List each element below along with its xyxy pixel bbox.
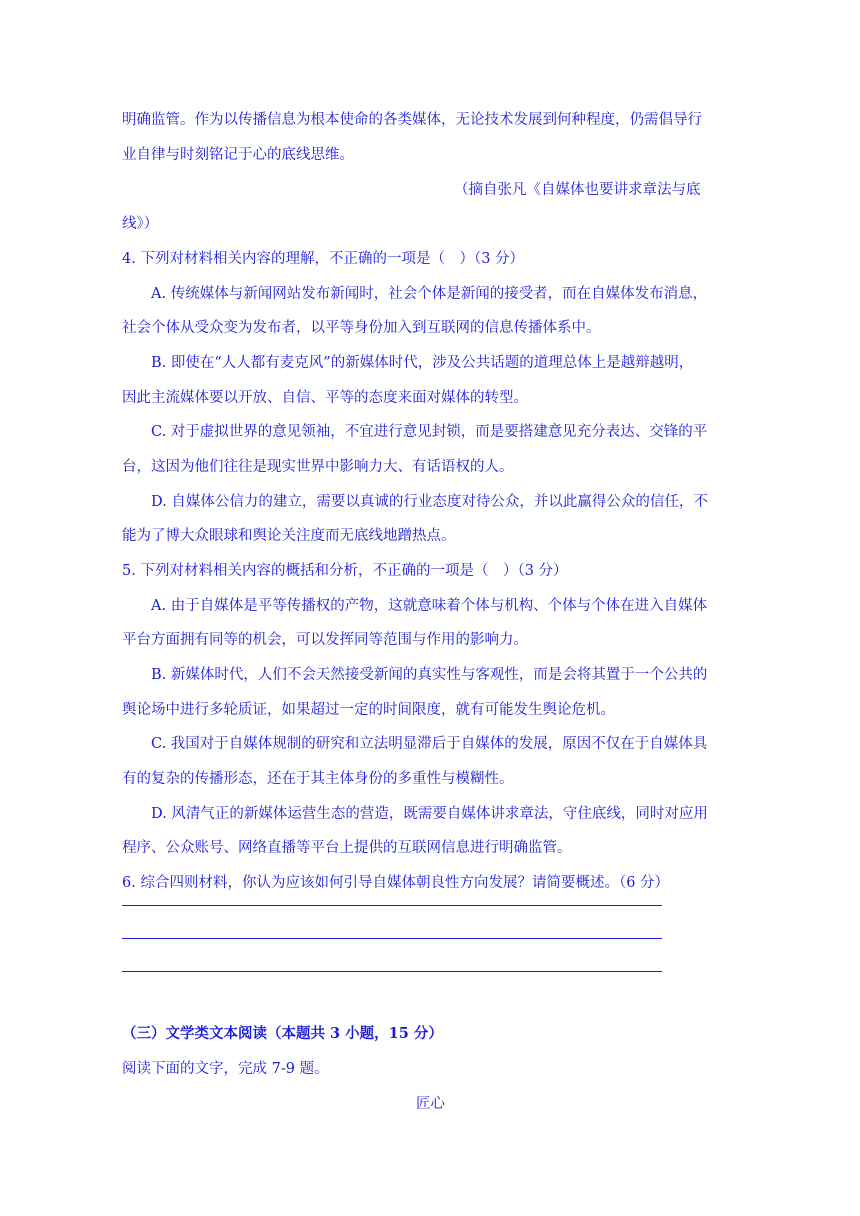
q5-option-a-cont: 平台方面拥有同等的机会，可以发挥同等范围与作用的影响力。	[122, 632, 528, 648]
answer-line[interactable]	[122, 971, 662, 972]
passage-line: 业自律与时刻铭记于心的底线思维。	[122, 147, 354, 163]
q5-option-d: D. 风清气正的新媒体运营生态的营造，既需要自媒体讲求章法，守住底线，同时对应用	[151, 806, 708, 822]
q4-option-c: C. 对于虚拟世界的意见领袖，不宜进行意见封锁，而是要搭建意见充分表达、交锋的平	[151, 424, 708, 440]
answer-line[interactable]	[122, 938, 662, 939]
question-5-stem: 5. 下列对材料相关内容的概括和分析，不正确的一项是（ ）（3 分）	[122, 563, 568, 579]
source-citation: （摘自张凡《自媒体也要讲求章法与底	[454, 182, 701, 198]
q5-option-b-cont: 舆论场中进行多轮质证，如果超过一定的时间限度，就有可能发生舆论危机。	[122, 702, 615, 718]
q4-option-c-cont: 台，这因为他们往往是现实世界中影响力大、有话语权的人。	[122, 459, 514, 475]
source-citation-continued: 线》）	[122, 216, 159, 232]
q4-option-d: D. 自媒体公信力的建立，需要以真诚的行业态度对待公众，并以此赢得公众的信任，不	[151, 494, 708, 510]
story-title: 匠心	[416, 1096, 445, 1112]
q5-option-c-cont: 有的复杂的传播形态，还在于其主体身份的多重性与模糊性。	[122, 771, 514, 787]
q4-option-b-cont: 因此主流媒体要以开放、自信、平等的态度来面对媒体的转型。	[122, 390, 528, 406]
answer-line[interactable]	[122, 905, 662, 906]
reading-instruction: 阅读下面的文字，完成 7-9 题。	[122, 1061, 329, 1077]
question-4-stem: 4. 下列对材料相关内容的理解，不正确的一项是（ ）（3 分）	[122, 251, 525, 267]
q5-option-b: B. 新媒体时代，人们不会天然接受新闻的真实性与客观性，而是会将其置于一个公共的	[151, 667, 708, 683]
q5-option-a: A. 由于自媒体是平等传播权的产物，这就意味着个体与机构、个体与个体在进入自媒体	[151, 598, 708, 614]
section-heading: （三）文学类文本阅读（本题共 3 小题，15 分）	[122, 1025, 443, 1042]
q4-option-b: B. 即使在“人人都有麦克风”的新媒体时代，涉及公共话题的道理总体上是越辩越明，	[151, 355, 694, 371]
q4-option-d-cont: 能为了博大众眼球和舆论关注度而无底线地蹭热点。	[122, 528, 456, 544]
question-6-stem: 6. 综合四则材料，你认为应该如何引导自媒体朝良性方向发展？请简要概述。（6 分）	[122, 875, 670, 891]
q4-option-a: A. 传统媒体与新闻网站发布新闻时，社会个体是新闻的接受者，而在自媒体发布消息，	[151, 286, 708, 302]
q5-option-d-cont: 程序、公众账号、网络直播等平台上提供的互联网信息进行明确监管。	[122, 840, 572, 856]
passage-line: 明确监管。作为以传播信息为根本使命的各类媒体，无论技术发展到何种程度，仍需倡导行	[122, 112, 702, 128]
q5-option-c: C. 我国对于自媒体规制的研究和立法明显滞后于自媒体的发展，原因不仅在于自媒体具	[151, 736, 708, 752]
q4-option-a-cont: 社会个体从受众变为发布者，以平等身份加入到互联网的信息传播体系中。	[122, 320, 601, 336]
